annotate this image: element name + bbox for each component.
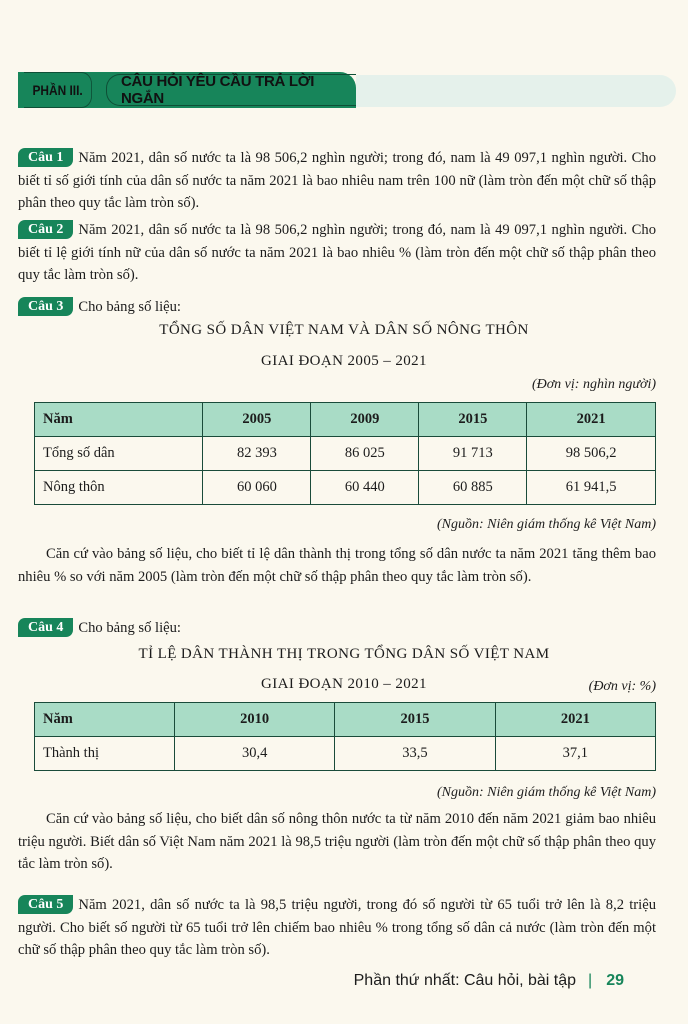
question-4-intro: Câu 4 Cho bảng số liệu:: [18, 617, 656, 640]
table-source: (Nguồn: Niên giám thống kê Việt Nam): [436, 785, 656, 800]
table-source: (Nguồn: Niên giám thống kê Việt Nam): [436, 517, 656, 532]
table-subtitle: GIAI ĐOẠN 2005 – 2021: [261, 353, 427, 369]
table-unit: (Đơn vị: %): [588, 679, 656, 694]
question-4-text: Căn cứ vào bảng số liệu, cho biết dân số nông thôn nước ta từ năm 2010 đến năm 2021 giảm bao nhiêu triệu người. Biết dân số Việt Nam năm 2021 là 98,5 triệu người (làm tròn đến một chữ số thập phân theo quy tắc làm tròn số).: [18, 811, 656, 872]
table-header-row: Năm 2005 2009 2015 2021: [35, 403, 656, 437]
question-badge: Câu 1: [18, 148, 73, 167]
table-subtitle: GIAI ĐOẠN 2010 – 2021: [261, 676, 427, 692]
question-2: Câu 2 Năm 2021, dân số nước ta là 98 506,2 nghìn người; trong đó, nam là 49 097,1 nghìn người. Cho biết tỉ lệ giới tính nữ của dân số nước ta năm 2021 là bao nhiêu % (làm tròn đến một chữ số thập phân theo quy tắc làm tròn số).: [18, 222, 656, 283]
question-badge: Câu 2: [18, 220, 73, 239]
page-number: 29: [606, 972, 624, 989]
question-badge: Câu 5: [18, 895, 73, 914]
question-3-intro: Câu 3 Cho bảng số liệu:: [18, 296, 656, 319]
section-title: CÂU HỎI YÊU CẦU TRẢ LỜI NGẮN: [106, 74, 356, 106]
population-table: [34, 402, 656, 505]
section-part: PHẦN III.: [24, 72, 92, 108]
table-row: Tổng số dân 82 393 86 025 91 713 98 506,2: [35, 437, 656, 471]
section-header: [18, 72, 356, 108]
table-unit: (Đơn vị: nghìn người): [531, 377, 656, 392]
table-title: TỈ LỆ DÂN THÀNH THỊ TRONG TỔNG DÂN SỐ VIỆT NAM: [138, 646, 550, 662]
question-1: Câu 1 Năm 2021, dân số nước ta là 98 506,2 nghìn người; trong đó, nam là 49 097,1 nghìn người. Cho biết tỉ số giới tính của dân số nước ta năm 2021 là bao nhiêu nam trên 100 nữ (làm tròn đến một chữ số thập phân theo quy tắc làm tròn số).: [18, 150, 656, 211]
question-badge: Câu 4: [18, 618, 73, 637]
table-title: TỔNG SỐ DÂN VIỆT NAM VÀ DÂN SỐ NÔNG THÔN: [159, 322, 529, 338]
table-row: Nông thôn 60 060 60 440 60 885 61 941,5: [35, 471, 656, 505]
page-footer: Phần thứ nhất: Câu hỏi, bài tập | 29: [353, 972, 624, 989]
question-3-text: Căn cứ vào bảng số liệu, cho biết tỉ lệ dân thành thị trong tổng số dân nước ta năm 2021 tăng thêm bao nhiêu % so với năm 2005 (làm tròn đến một chữ số thập phân theo quy tắc làm tròn số).: [18, 546, 656, 585]
urban-rate-table: [34, 702, 656, 771]
background-decoration: [356, 75, 676, 107]
question-5: Câu 5 Năm 2021, dân số nước ta là 98,5 triệu người, trong đó số người từ 65 tuổi trở lên là 8,2 triệu người. Cho biết số người từ 65 tuổi trở lên chiếm bao nhiêu % trong tổng số dân cả nước (làm tròn đến một chữ số thập phân theo quy tắc làm tròn số).: [18, 897, 656, 958]
table-row: Thành thị 30,4 33,5 37,1: [35, 737, 656, 771]
question-badge: Câu 3: [18, 297, 73, 316]
table-header-row: Năm 2010 2015 2021: [35, 703, 656, 737]
